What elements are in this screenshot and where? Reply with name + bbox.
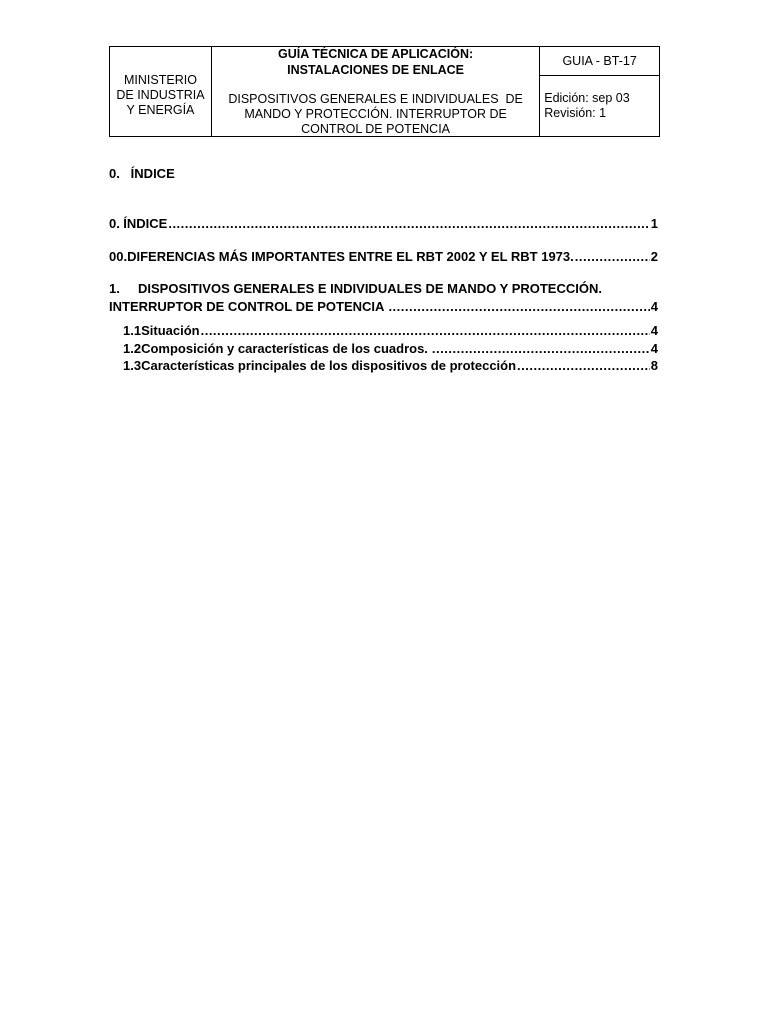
toc-title: Situación	[141, 323, 200, 338]
toc-page-number: 2	[650, 249, 658, 264]
toc-page-number: 4	[650, 341, 658, 356]
toc-page-number: 8	[650, 358, 658, 373]
ministry-line-1: MINISTERIO	[124, 73, 197, 87]
toc-page-number: 4	[650, 323, 658, 338]
toc-number: 1.2	[123, 341, 142, 356]
toc-entry-composicion[interactable]	[123, 341, 658, 357]
toc-page-number: 1	[650, 216, 658, 231]
ministry-line-3: Y ENERGÍA	[126, 103, 195, 117]
toc-title: Composición y características de los cuadros.	[141, 341, 428, 356]
toc-page-number: 4	[650, 299, 658, 314]
toc-title-line-2: INTERRUPTOR DE CONTROL DE POTENCIA	[109, 299, 385, 314]
toc-number: 1.1	[123, 323, 142, 338]
toc-title: Características principales de los dispositivos de protección	[141, 358, 517, 373]
guide-title-line-1: GUÍA TÉCNICA DE APLICACIÓN:	[278, 47, 474, 61]
toc-entry-dispositivos[interactable]	[109, 281, 658, 315]
guide-title	[212, 46, 539, 78]
toc-entry-indice[interactable]	[109, 216, 658, 232]
toc-leader-dots	[432, 341, 650, 357]
toc-title: ÍNDICE	[123, 216, 168, 231]
toc-leader-dots	[168, 216, 649, 232]
toc-leader-dots	[575, 249, 650, 265]
toc-leader-dots	[388, 299, 649, 315]
toc-number: 0.	[109, 216, 120, 231]
ministry-line-2: DE INDUSTRIA	[116, 88, 205, 102]
guide-subject-line-2: MANDO Y PROTECCIÓN. INTERRUPTOR DE	[244, 107, 507, 121]
toc-entry-situacion[interactable]	[123, 323, 658, 339]
guide-subject	[212, 92, 539, 137]
document-header	[109, 46, 660, 137]
toc-number: 00.	[109, 249, 128, 264]
guide-title-cell	[211, 47, 539, 137]
guide-subject-line-1: DISPOSITIVOS GENERALES E INDIVIDUALES DE	[228, 92, 523, 106]
guide-subject-line-3: CONTROL DE POTENCIA	[301, 122, 451, 136]
toc-number: 1.3	[123, 358, 142, 373]
toc-leader-dots	[201, 323, 650, 339]
guide-meta-cell	[540, 47, 660, 137]
toc-entry-caracteristicas[interactable]	[123, 358, 658, 374]
toc-entry-diferencias[interactable]	[109, 249, 658, 265]
ministry-cell	[110, 47, 212, 137]
toc-leader-dots	[517, 358, 650, 374]
revision-number: Revisión: 1	[544, 106, 607, 120]
edition-info	[544, 91, 629, 121]
toc-title: DIFERENCIAS MÁS IMPORTANTES ENTRE EL RBT 2002 Y EL RBT 1973.	[127, 249, 574, 264]
toc-number: 1.	[109, 281, 120, 296]
toc-title-line-1: DISPOSITIVOS GENERALES E INDIVIDUALES DE MANDO Y PROTECCIÓN.	[138, 281, 602, 296]
guide-code: GUIA - BT-17	[540, 47, 659, 76]
edition-date: Edición: sep 03	[544, 91, 630, 105]
guide-title-line-2: INSTALACIONES DE ENLACE	[287, 63, 465, 77]
toc-heading: 0. ÍNDICE	[109, 166, 175, 181]
